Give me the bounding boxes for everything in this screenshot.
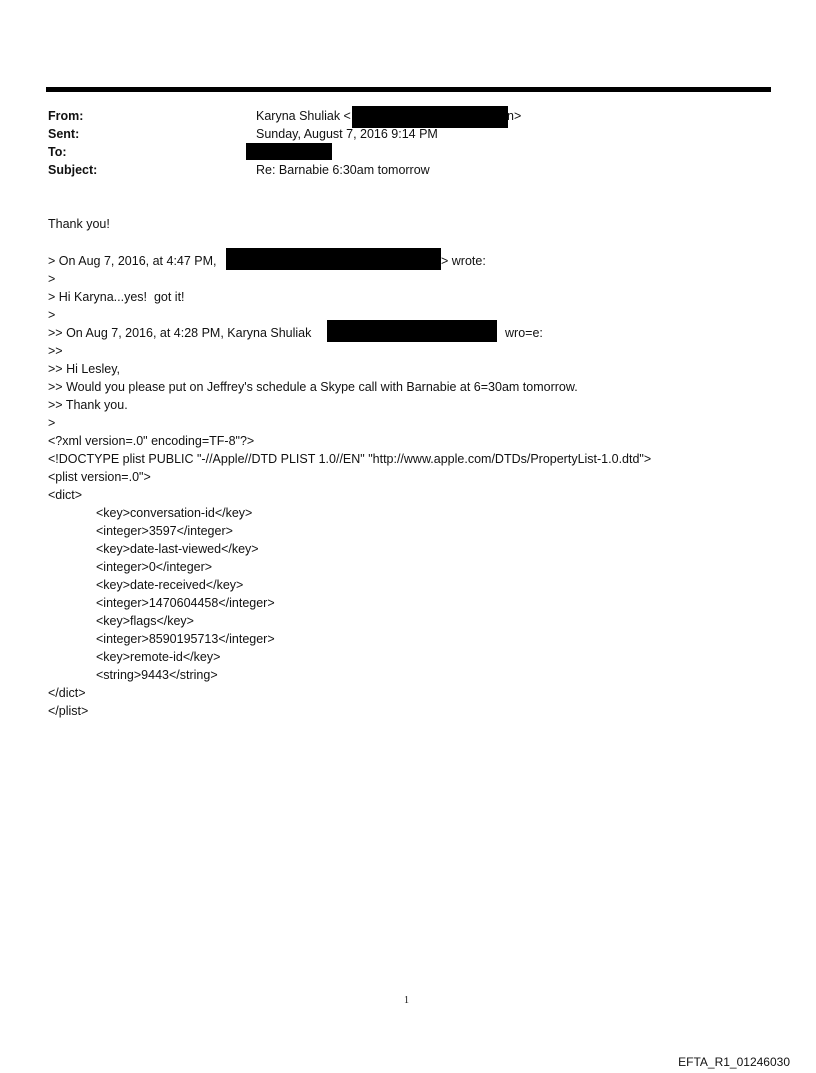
redaction-to bbox=[246, 143, 332, 160]
quote-line-6: >> bbox=[48, 344, 63, 358]
from-email-tail: n> bbox=[507, 109, 522, 123]
subject-value: Re: Barnabie 6:30am tomorrow bbox=[256, 163, 430, 177]
page-number: 1 bbox=[404, 995, 409, 1006]
bates-number: EFTA_R1_01246030 bbox=[678, 1055, 790, 1069]
quote-line-2: > bbox=[48, 272, 56, 286]
quote-line-9: >> Thank you. bbox=[48, 398, 128, 412]
quote-line-3: > Hi Karyna...yes! got it! bbox=[48, 290, 185, 304]
greeting-line: Thank you! bbox=[48, 217, 110, 231]
quote-line-1-suffix: > wrote: bbox=[441, 254, 486, 268]
xml-string-remote-id: <string>9443</string> bbox=[96, 668, 218, 682]
quote-line-5: >> On Aug 7, 2016, at 4:28 PM, Karyna Shuliak bbox=[48, 326, 312, 340]
quote-line-5-suffix: wro=e: bbox=[505, 326, 543, 340]
xml-dict-close: </dict> bbox=[48, 686, 86, 700]
xml-integer-flags: <integer>8590195713</integer> bbox=[96, 632, 275, 646]
xml-dict-open: <dict> bbox=[48, 488, 83, 502]
from-label: From: bbox=[48, 109, 84, 123]
quote-line-4: > bbox=[48, 308, 56, 322]
sent-label: Sent: bbox=[48, 127, 80, 141]
to-label: To: bbox=[48, 145, 67, 159]
xml-key-flags: <key>flags</key> bbox=[96, 614, 194, 628]
subject-label: Subject: bbox=[48, 163, 98, 177]
xml-integer-date-received: <integer>1470604458</integer> bbox=[96, 596, 275, 610]
quote-line-10: > bbox=[48, 416, 56, 430]
xml-key-conversation-id: <key>conversation-id</key> bbox=[96, 506, 253, 520]
xml-integer-date-last-viewed: <integer>0</integer> bbox=[96, 560, 213, 574]
xml-plist-open: <plist version=.0"> bbox=[48, 470, 151, 484]
xml-key-date-received: <key>date-received</key> bbox=[96, 578, 244, 592]
xml-plist-close: </plist> bbox=[48, 704, 89, 718]
sent-value: Sunday, August 7, 2016 9:14 PM bbox=[256, 127, 438, 141]
from-name: Karyna Shuliak < bbox=[256, 109, 351, 123]
header-rule bbox=[46, 87, 771, 92]
xml-doctype: <!DOCTYPE plist PUBLIC "-//Apple//DTD PLIST 1.0//EN" "http://www.apple.com/DTDs/PropertyList-1.0.dtd"> bbox=[48, 452, 652, 466]
xml-key-date-last-viewed: <key>date-last-viewed</key> bbox=[96, 542, 259, 556]
quote-line-1: > On Aug 7, 2016, at 4:47 PM, bbox=[48, 254, 217, 268]
xml-key-remote-id: <key>remote-id</key> bbox=[96, 650, 221, 664]
quote-line-8: >> Would you please put on Jeffrey's schedule a Skype call with Barnabie at 6=30am tomorrow. bbox=[48, 380, 578, 394]
quote-line-7: >> Hi Lesley, bbox=[48, 362, 121, 376]
xml-integer-conversation-id: <integer>3597</integer> bbox=[96, 524, 233, 538]
xml-declaration: <?xml version=.0" encoding=TF-8"?> bbox=[48, 434, 255, 448]
redaction-quote-1 bbox=[226, 248, 441, 270]
redaction-quote-5 bbox=[327, 320, 497, 342]
